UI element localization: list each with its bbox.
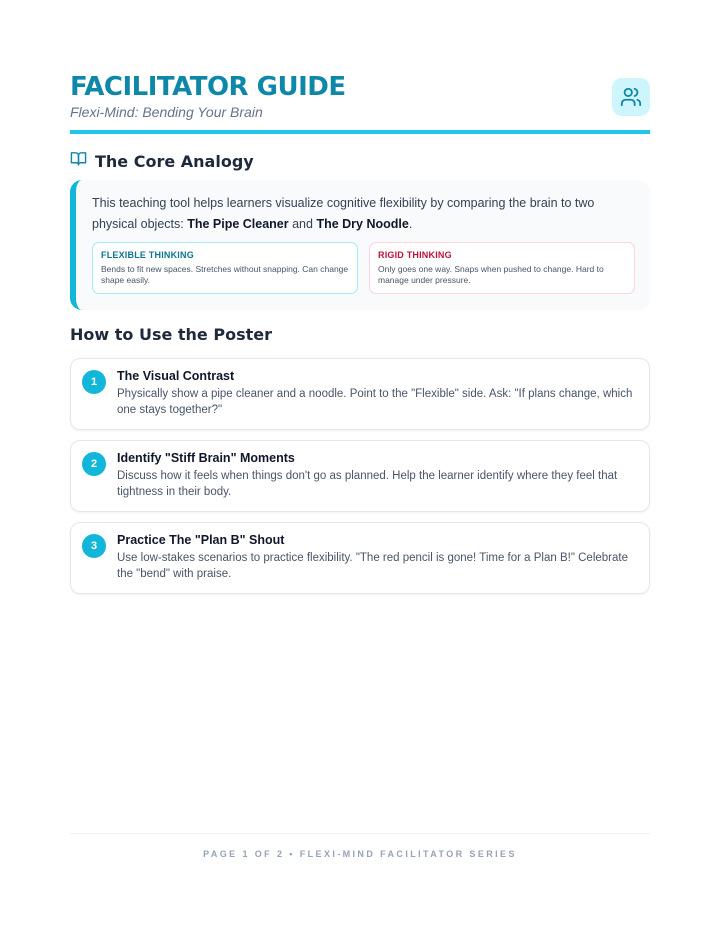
- page-title: FACILITATOR GUIDE: [70, 72, 346, 102]
- rigid-thinking-label: RIGID THINKING: [378, 250, 452, 260]
- page-subtitle: Flexi-Mind: Bending Your Brain: [70, 104, 263, 120]
- step-description: Discuss how it feels when things don't go as planned. Help the learner identify where they feel that tightness in their body.: [117, 470, 618, 498]
- flexible-thinking-label: FLEXIBLE THINKING: [101, 250, 194, 260]
- core-analogy-heading: [70, 150, 254, 172]
- flexible-thinking-box: [92, 242, 358, 294]
- analogy-joiner: and: [288, 217, 317, 231]
- page-header: [70, 70, 650, 134]
- flexible-thinking-desc: Bends to fit new spaces. Stretches without snapping. Can change shape easily.: [101, 264, 349, 285]
- analogy-text-suffix: .: [408, 217, 413, 231]
- rigid-thinking-desc: Only goes one way. Snaps when pushed to change. Hard to manage under pressure.: [378, 264, 604, 285]
- how-to-use-heading: How to Use the Poster: [70, 325, 272, 344]
- object-dry-noodle: The Dry Noodle: [316, 217, 409, 231]
- step-number-badge: 3: [82, 534, 106, 558]
- step-number-badge: 1: [82, 370, 106, 394]
- step-description: Physically show a pipe cleaner and a noodle. Point to the "Flexible" side. Ask: "If plans change, which one stays together?": [117, 388, 633, 416]
- step-title: Practice The "Plan B" Shout: [117, 533, 285, 547]
- step-card: [70, 440, 650, 512]
- analogy-text-prefix: This teaching tool helps learners visualize cognitive flexibility by comparing the brain to two physical objects:: [92, 196, 595, 231]
- core-analogy-title: The Core Analogy: [95, 151, 254, 171]
- step-description: Use low-stakes scenarios to practice flexibility. "The red pencil is gone! Time for a Plan B!" Celebrate the "bend" with praise.: [117, 552, 628, 580]
- step-card: [70, 522, 650, 594]
- users-icon: [612, 78, 650, 116]
- analogy-card: [70, 180, 650, 310]
- step-title: Identify "Stiff Brain" Moments: [117, 451, 295, 465]
- object-pipe-cleaner: The Pipe Cleaner: [187, 217, 289, 231]
- step-title: The Visual Contrast: [117, 369, 235, 383]
- open-book-icon: [70, 150, 87, 172]
- rigid-thinking-box: [369, 242, 635, 294]
- page-footer: PAGE 1 OF 2 • FLEXI-MIND FACILITATOR SERIES: [70, 833, 650, 859]
- step-number-badge: 2: [82, 452, 106, 476]
- step-card: [70, 358, 650, 430]
- analogy-text: [92, 193, 612, 235]
